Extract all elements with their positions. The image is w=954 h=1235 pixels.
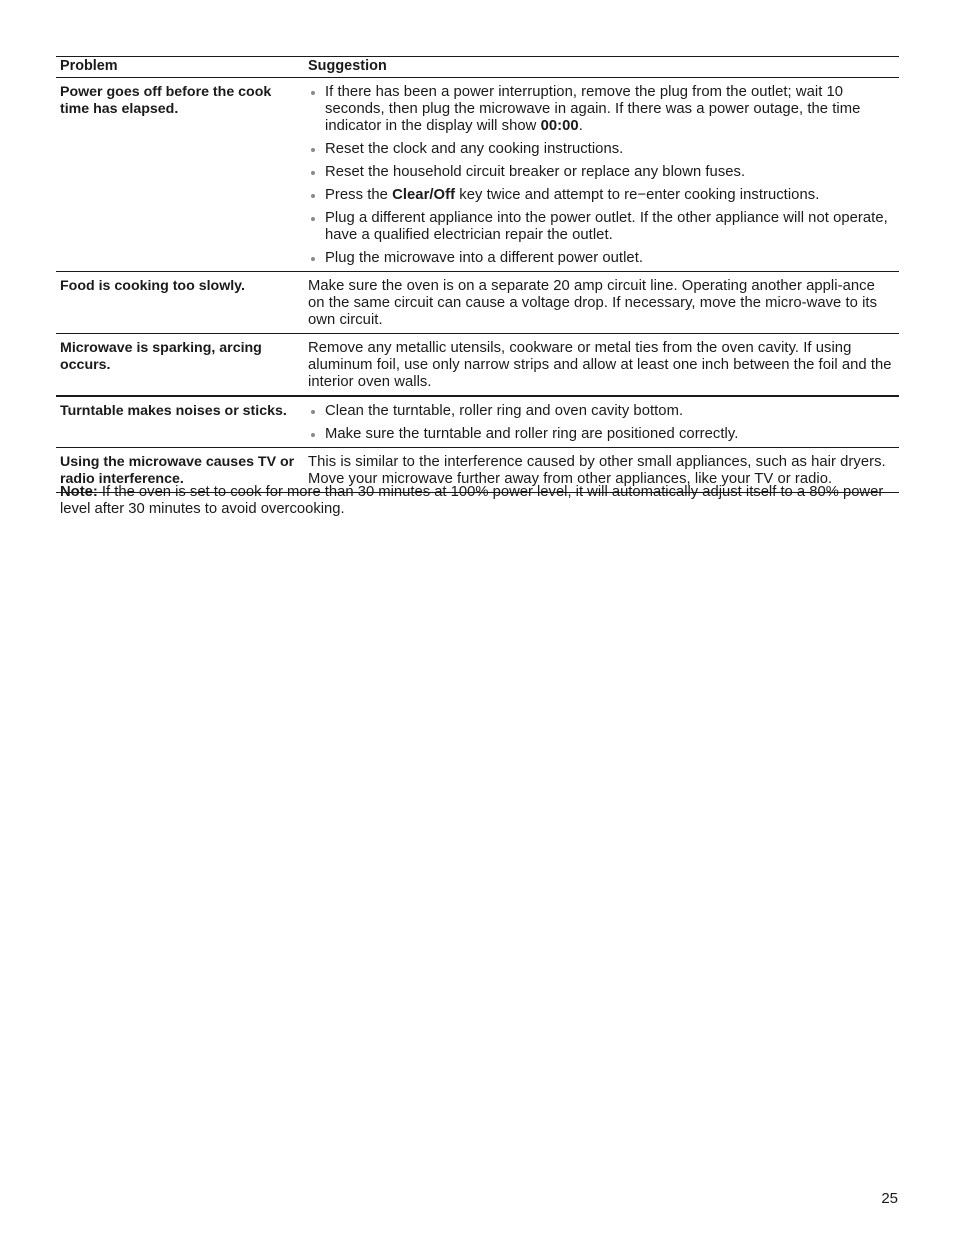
note-text: If the oven is set to cook for more than 30 minutes at 100% power level, it will automatically adjust itself to a 80% power level after 30 minutes to avoid overcooking.: [60, 484, 884, 517]
bullet-icon: [311, 217, 315, 221]
list-item: [308, 210, 893, 244]
bullet-text: Clean the turntable, roller ring and oven cavity bottom.: [325, 403, 684, 419]
list-item: [308, 164, 893, 181]
table-row: [56, 397, 899, 448]
bullet-icon: [311, 171, 315, 175]
note-label: Note:: [60, 484, 98, 500]
suggestion-cell: Make sure the oven is on a separate 20 amp circuit line. Operating another appli-ance on the same circuit can cause a voltage drop. If necessary, move the micro-wave to its own circuit.: [308, 278, 878, 328]
problem-cell: Food is cooking too slowly.: [60, 278, 245, 294]
bullet-icon: [311, 257, 315, 261]
note-paragraph: [60, 484, 890, 518]
bullet-text: key twice and attempt to re−enter cooking instructions.: [455, 187, 820, 203]
bullet-text: Press the: [325, 187, 393, 203]
bullet-text: .: [578, 118, 583, 134]
bullet-text: If there has been a power interruption, remove the plug from the outlet; wait 10 seconds, then plug the microwave in again. If there was a power outage, the time indicator in the display will show: [325, 84, 861, 134]
page-number: 25: [881, 1190, 898, 1207]
bullet-icon: [311, 148, 315, 152]
bullet-text: Make sure the turntable and roller ring are positioned correctly.: [325, 426, 739, 442]
problem-cell: Microwave is sparking, arcing occurs.: [60, 340, 262, 373]
bullet-text: Plug the microwave into a different power outlet.: [325, 250, 644, 266]
problem-cell: Turntable makes noises or sticks.: [60, 403, 287, 419]
list-item: [308, 84, 893, 135]
bullet-icon: [311, 194, 315, 198]
table-row: [56, 334, 899, 397]
list-item: [308, 250, 893, 267]
table-header-row: [56, 56, 899, 78]
suggestion-list: [308, 403, 893, 443]
bullet-icon: [311, 91, 315, 95]
bullet-bold-text: 00:00: [540, 118, 579, 134]
suggestion-cell: Remove any metallic utensils, cookware or metal ties from the oven cavity. If using aluminum foil, use only narrow strips and allow at least one inch between the foil and the interior oven walls.: [308, 340, 892, 390]
suggestion-cell: [300, 78, 899, 271]
bullet-icon: [311, 433, 315, 437]
list-item: [308, 141, 893, 158]
suggestion-list: [308, 84, 893, 267]
list-item: [308, 426, 893, 443]
bullet-icon: [311, 410, 315, 414]
list-item: [308, 403, 893, 420]
header-problem: Problem: [60, 58, 118, 74]
problem-cell: Using the microwave causes TV or radio interference.: [60, 454, 295, 487]
bullet-text: Reset the household circuit breaker or replace any blown fuses.: [325, 164, 746, 180]
suggestion-cell: This is similar to the interference caused by other small appliances, such as hair dryers. Move your microwave further away from other appliances, like your TV or radio.: [308, 454, 886, 487]
table-row: [56, 272, 899, 334]
header-suggestion: Suggestion: [308, 58, 387, 74]
table-row: [56, 78, 899, 272]
suggestion-cell: [300, 397, 899, 447]
troubleshooting-table: [56, 56, 899, 493]
bullet-bold-text: Clear/Off: [392, 187, 456, 203]
bullet-text: Reset the clock and any cooking instructions.: [325, 141, 624, 157]
bullet-text: Plug a different appliance into the power outlet. If the other appliance will not operate, have a qualified electrician repair the outlet.: [325, 210, 888, 243]
problem-cell: Power goes off before the cook time has elapsed.: [60, 84, 272, 117]
list-item: [308, 187, 893, 204]
